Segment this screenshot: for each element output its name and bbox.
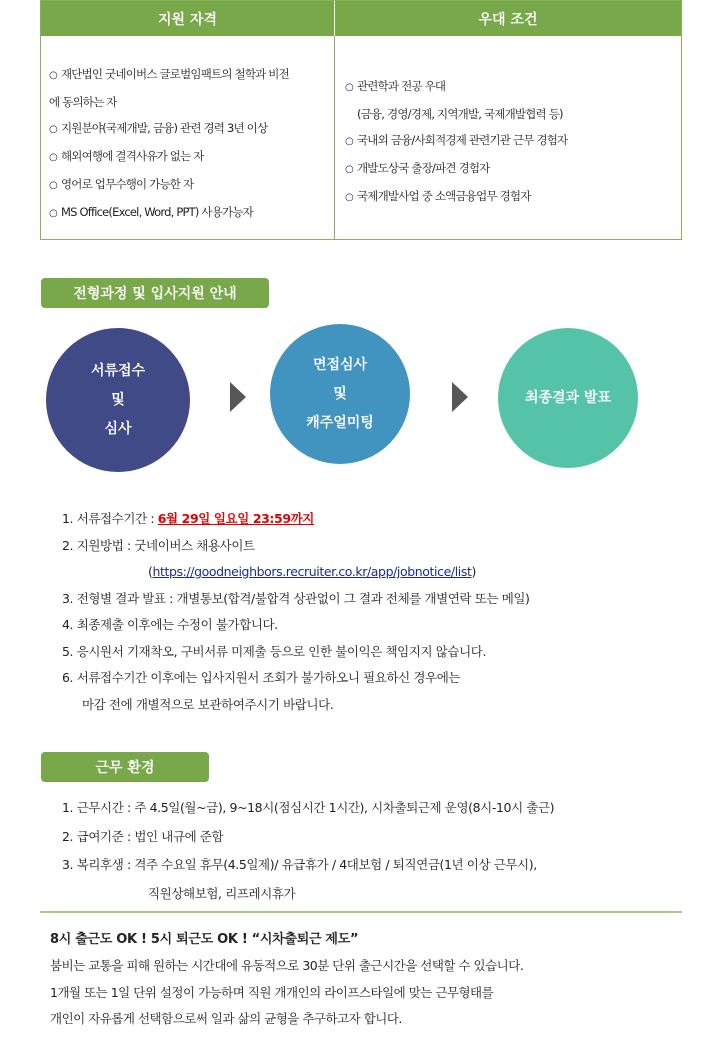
- env-item: 1. 근무시간 : 주 4.5일(월~금), 9~18시(점심시간 1시간), 시차출퇴근제 운영(8시-10시 출근): [62, 800, 555, 815]
- note-item: 2. 지원방법 : 굿네이버스 채용사이트: [62, 537, 255, 553]
- env-item: 2. 급여기준 : 법인 내규에 준함: [62, 828, 224, 844]
- flex-hours-description: [50, 953, 690, 1033]
- flex-line: 붐비는 교통을 피해 원하는 시간대에 유동적으로 30분 단위 출근시간을 선택할 수 있습니다.: [50, 958, 524, 973]
- step-label: 및: [333, 385, 347, 402]
- env-item: 3. 복리후생 : 격주 수요일 휴무(4.5일제)/ 유급휴가 / 4대보험 / 퇴직연금(1년 이상 근무시),: [62, 857, 537, 872]
- list-item: ○ 관련학과 전공 우대: [345, 73, 681, 101]
- list-item: (금융, 경영/경제, 지역개발, 국제개발협력 등): [357, 107, 563, 121]
- step-label: 서류접수: [90, 362, 146, 379]
- list-item: ○ 개발도상국 출장/파견 경험자: [345, 155, 681, 183]
- section-divider: [40, 911, 682, 913]
- deadline-text: 6월 29일 일요일 23:59까지: [157, 511, 314, 526]
- step-final-result: [498, 328, 638, 468]
- env-item: 직원상해보험, 리프레시휴가: [148, 885, 296, 901]
- process-notes: [62, 506, 530, 718]
- note-item: 마감 전에 개별적으로 보관하여주시기 바랍니다.: [82, 696, 334, 712]
- step-label: 캐주얼미팅: [306, 414, 374, 431]
- note-text: 1. 서류접수기간 :: [62, 511, 158, 526]
- preference-header: 우대 조건: [335, 1, 681, 36]
- qualification-header: 지원 자격: [41, 1, 335, 36]
- list-item: ○ MS Office(Excel, Word, PPT) 사용가능자: [49, 199, 331, 227]
- environment-list: [62, 794, 554, 908]
- note-item: (https://goodneighbors.recruiter.co.kr/app/jobnotice/list): [148, 564, 476, 579]
- step-label: 및: [111, 391, 125, 408]
- note-item: 4. 최종제출 이후에는 수정이 불가합니다.: [62, 617, 278, 632]
- list-item: 에 동의하는 자: [49, 95, 117, 109]
- note-item: 5. 응시원서 기재착오, 구비서류 미제출 등으로 인한 불이익은 책임지지 않습니다.: [62, 643, 487, 659]
- note-item: [62, 506, 530, 533]
- qualification-list: [49, 61, 331, 227]
- note-item: 6. 서류접수기간 이후에는 입사지원서 조회가 불가하오니 필요하신 경우에는: [62, 670, 461, 685]
- environment-section-title: 근무 환경: [41, 752, 209, 782]
- step-interview: [270, 324, 410, 464]
- list-item: ○ 재단법인 굿네이버스 글로벌임팩트의 철학과 비전: [49, 61, 331, 89]
- step-label: 면접심사: [312, 356, 368, 373]
- list-item: ○ 해외여행에 결격사유가 없는 자: [49, 143, 331, 171]
- flex-line: 1개월 또는 1일 단위 설정이 가능하며 직원 개개인의 라이프스타일에 맞는 근무형태를: [50, 984, 494, 1000]
- note-item: 3. 전형별 결과 발표 : 개별통보(합격/불합격 상관없이 그 결과 전체를 개별연락 또는 메일): [62, 590, 530, 606]
- qualification-table: [40, 0, 682, 240]
- process-section-title: 전형과정 및 입사지원 안내: [41, 278, 269, 308]
- arrow-right-icon: [230, 382, 246, 412]
- recruit-site-link[interactable]: https://goodneighbors.recruiter.co.kr/app/jobnotice/list: [152, 564, 472, 579]
- list-item: ○ 국제개발사업 중 소액금융업무 경험자: [345, 183, 681, 211]
- step-label: 최종결과 발표: [524, 389, 612, 406]
- step-label: 심사: [104, 420, 132, 437]
- list-item: ○ 영어로 업무수행이 가능한 자: [49, 171, 331, 199]
- list-item: ○ 국내외 금융/사회적경제 관련기관 근무 경험자: [345, 127, 681, 155]
- arrow-right-icon: [452, 382, 468, 412]
- table-divider: [334, 36, 335, 240]
- list-item: ○ 지원분야(국제개발, 금융) 관련 경력 3년 이상: [49, 115, 331, 143]
- preference-list: [345, 73, 681, 211]
- flex-hours-title: 8시 출근도 OK ! 5시 퇴근도 OK ! “시차출퇴근 제도”: [50, 932, 359, 947]
- step-document-review: [46, 328, 190, 472]
- flex-line: 개인이 자유롭게 선택함으로써 일과 삶의 균형을 추구하고자 합니다.: [50, 1011, 402, 1026]
